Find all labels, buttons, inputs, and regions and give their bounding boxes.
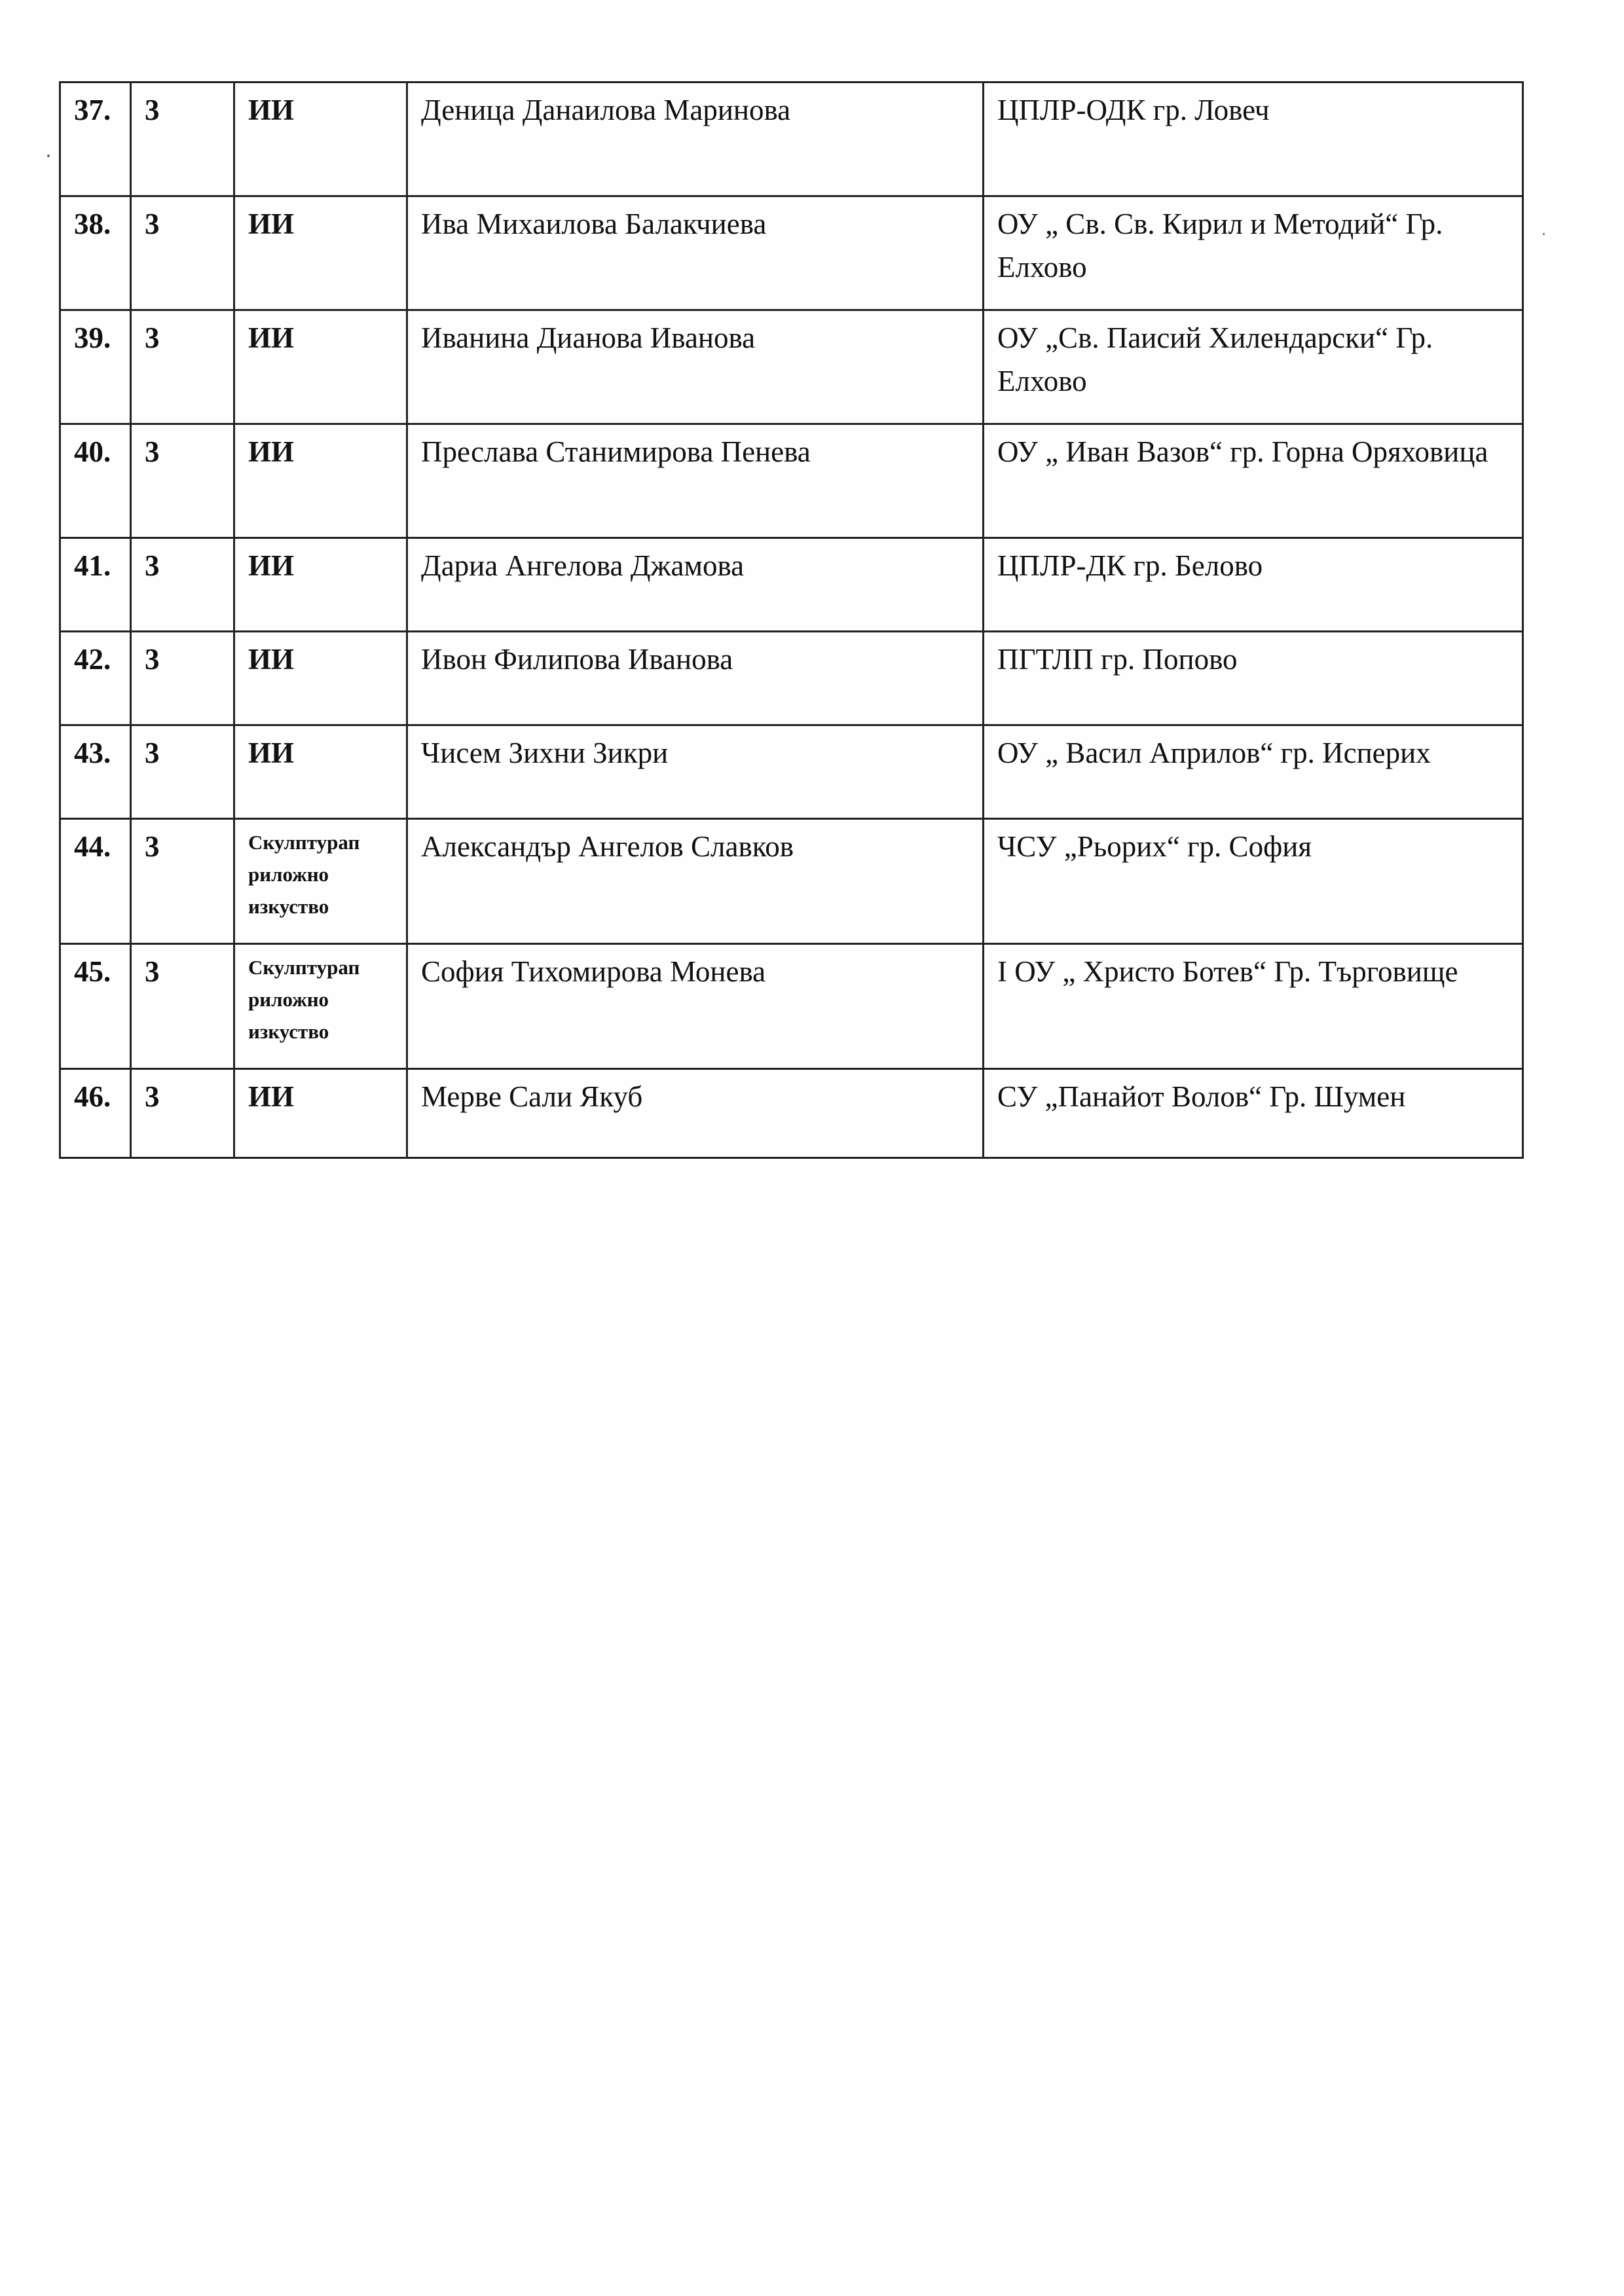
- school-cell: ОУ „Св. Паисий Хилендарски“ Гр. Елхово: [984, 310, 1523, 424]
- grade-cell: 3: [131, 944, 234, 1069]
- grade-cell: 3: [131, 632, 234, 725]
- row-number: 43.: [60, 725, 131, 819]
- row-number: 46.: [60, 1069, 131, 1158]
- grade-cell: 3: [131, 196, 234, 310]
- category-cell: ИИ: [234, 538, 407, 632]
- school-cell: СУ „Панайот Волов“ Гр. Шумен: [984, 1069, 1523, 1158]
- category-cell: Скулптурап риложно изкуство: [234, 944, 407, 1069]
- category-cell: ИИ: [234, 632, 407, 725]
- row-number: 39.: [60, 310, 131, 424]
- table-row: [60, 424, 1523, 538]
- table-row: [60, 632, 1523, 725]
- row-number: 40.: [60, 424, 131, 538]
- row-number: 38.: [60, 196, 131, 310]
- category-cell: ИИ: [234, 82, 407, 196]
- participant-name: Преслава Станимирова Пенева: [407, 424, 984, 538]
- school-cell: ЧСУ „Рьорих“ гр. София: [984, 819, 1523, 944]
- participant-name: София Тихомирова Монева: [407, 944, 984, 1069]
- participant-name: Деница Данаилова Маринова: [407, 82, 984, 196]
- grade-cell: 3: [131, 310, 234, 424]
- table-row: [60, 82, 1523, 196]
- grade-cell: 3: [131, 424, 234, 538]
- table-row: [60, 944, 1523, 1069]
- category-cell: ИИ: [234, 1069, 407, 1158]
- category-cell: ИИ: [234, 725, 407, 819]
- table-row: [60, 819, 1523, 944]
- participant-name: Ивон Филипова Иванова: [407, 632, 984, 725]
- school-cell: ЦПЛР-ДК гр. Белово: [984, 538, 1523, 632]
- school-cell: ОУ „ Иван Вазов“ гр. Горна Оряховица: [984, 424, 1523, 538]
- participant-name: Александър Ангелов Славков: [407, 819, 984, 944]
- row-number: 37.: [60, 82, 131, 196]
- row-number: 45.: [60, 944, 131, 1069]
- row-number: 44.: [60, 819, 131, 944]
- participant-name: Иванина Дианова Иванова: [407, 310, 984, 424]
- grade-cell: 3: [131, 538, 234, 632]
- school-cell: ОУ „ Св. Св. Кирил и Методий“ Гр. Елхово: [984, 196, 1523, 310]
- scan-speck: [47, 155, 50, 157]
- school-cell: ОУ „ Васил Априлов“ гр. Исперих: [984, 725, 1523, 819]
- category-cell: ИИ: [234, 310, 407, 424]
- table-row: [60, 538, 1523, 632]
- grade-cell: 3: [131, 1069, 234, 1158]
- table-row: [60, 1069, 1523, 1158]
- table-row: [60, 310, 1523, 424]
- table-row: [60, 725, 1523, 819]
- category-cell: Скулптурап риложно изкуство: [234, 819, 407, 944]
- grade-cell: 3: [131, 82, 234, 196]
- grade-cell: 3: [131, 725, 234, 819]
- school-cell: ЦПЛР-ОДК гр. Ловеч: [984, 82, 1523, 196]
- category-cell: ИИ: [234, 424, 407, 538]
- scan-speck: [1543, 233, 1545, 235]
- participant-name: Мерве Сали Якуб: [407, 1069, 984, 1158]
- row-number: 41.: [60, 538, 131, 632]
- table-row: [60, 196, 1523, 310]
- row-number: 42.: [60, 632, 131, 725]
- school-cell: I ОУ „ Христо Ботев“ Гр. Търговище: [984, 944, 1523, 1069]
- participant-name: Дариа Ангелова Джамова: [407, 538, 984, 632]
- grade-cell: 3: [131, 819, 234, 944]
- school-cell: ПГТЛП гр. Попово: [984, 632, 1523, 725]
- participant-name: Чисем Зихни Зикри: [407, 725, 984, 819]
- category-cell: ИИ: [234, 196, 407, 310]
- participants-table: [59, 81, 1524, 1159]
- participant-name: Ива Михаилова Балакчиева: [407, 196, 984, 310]
